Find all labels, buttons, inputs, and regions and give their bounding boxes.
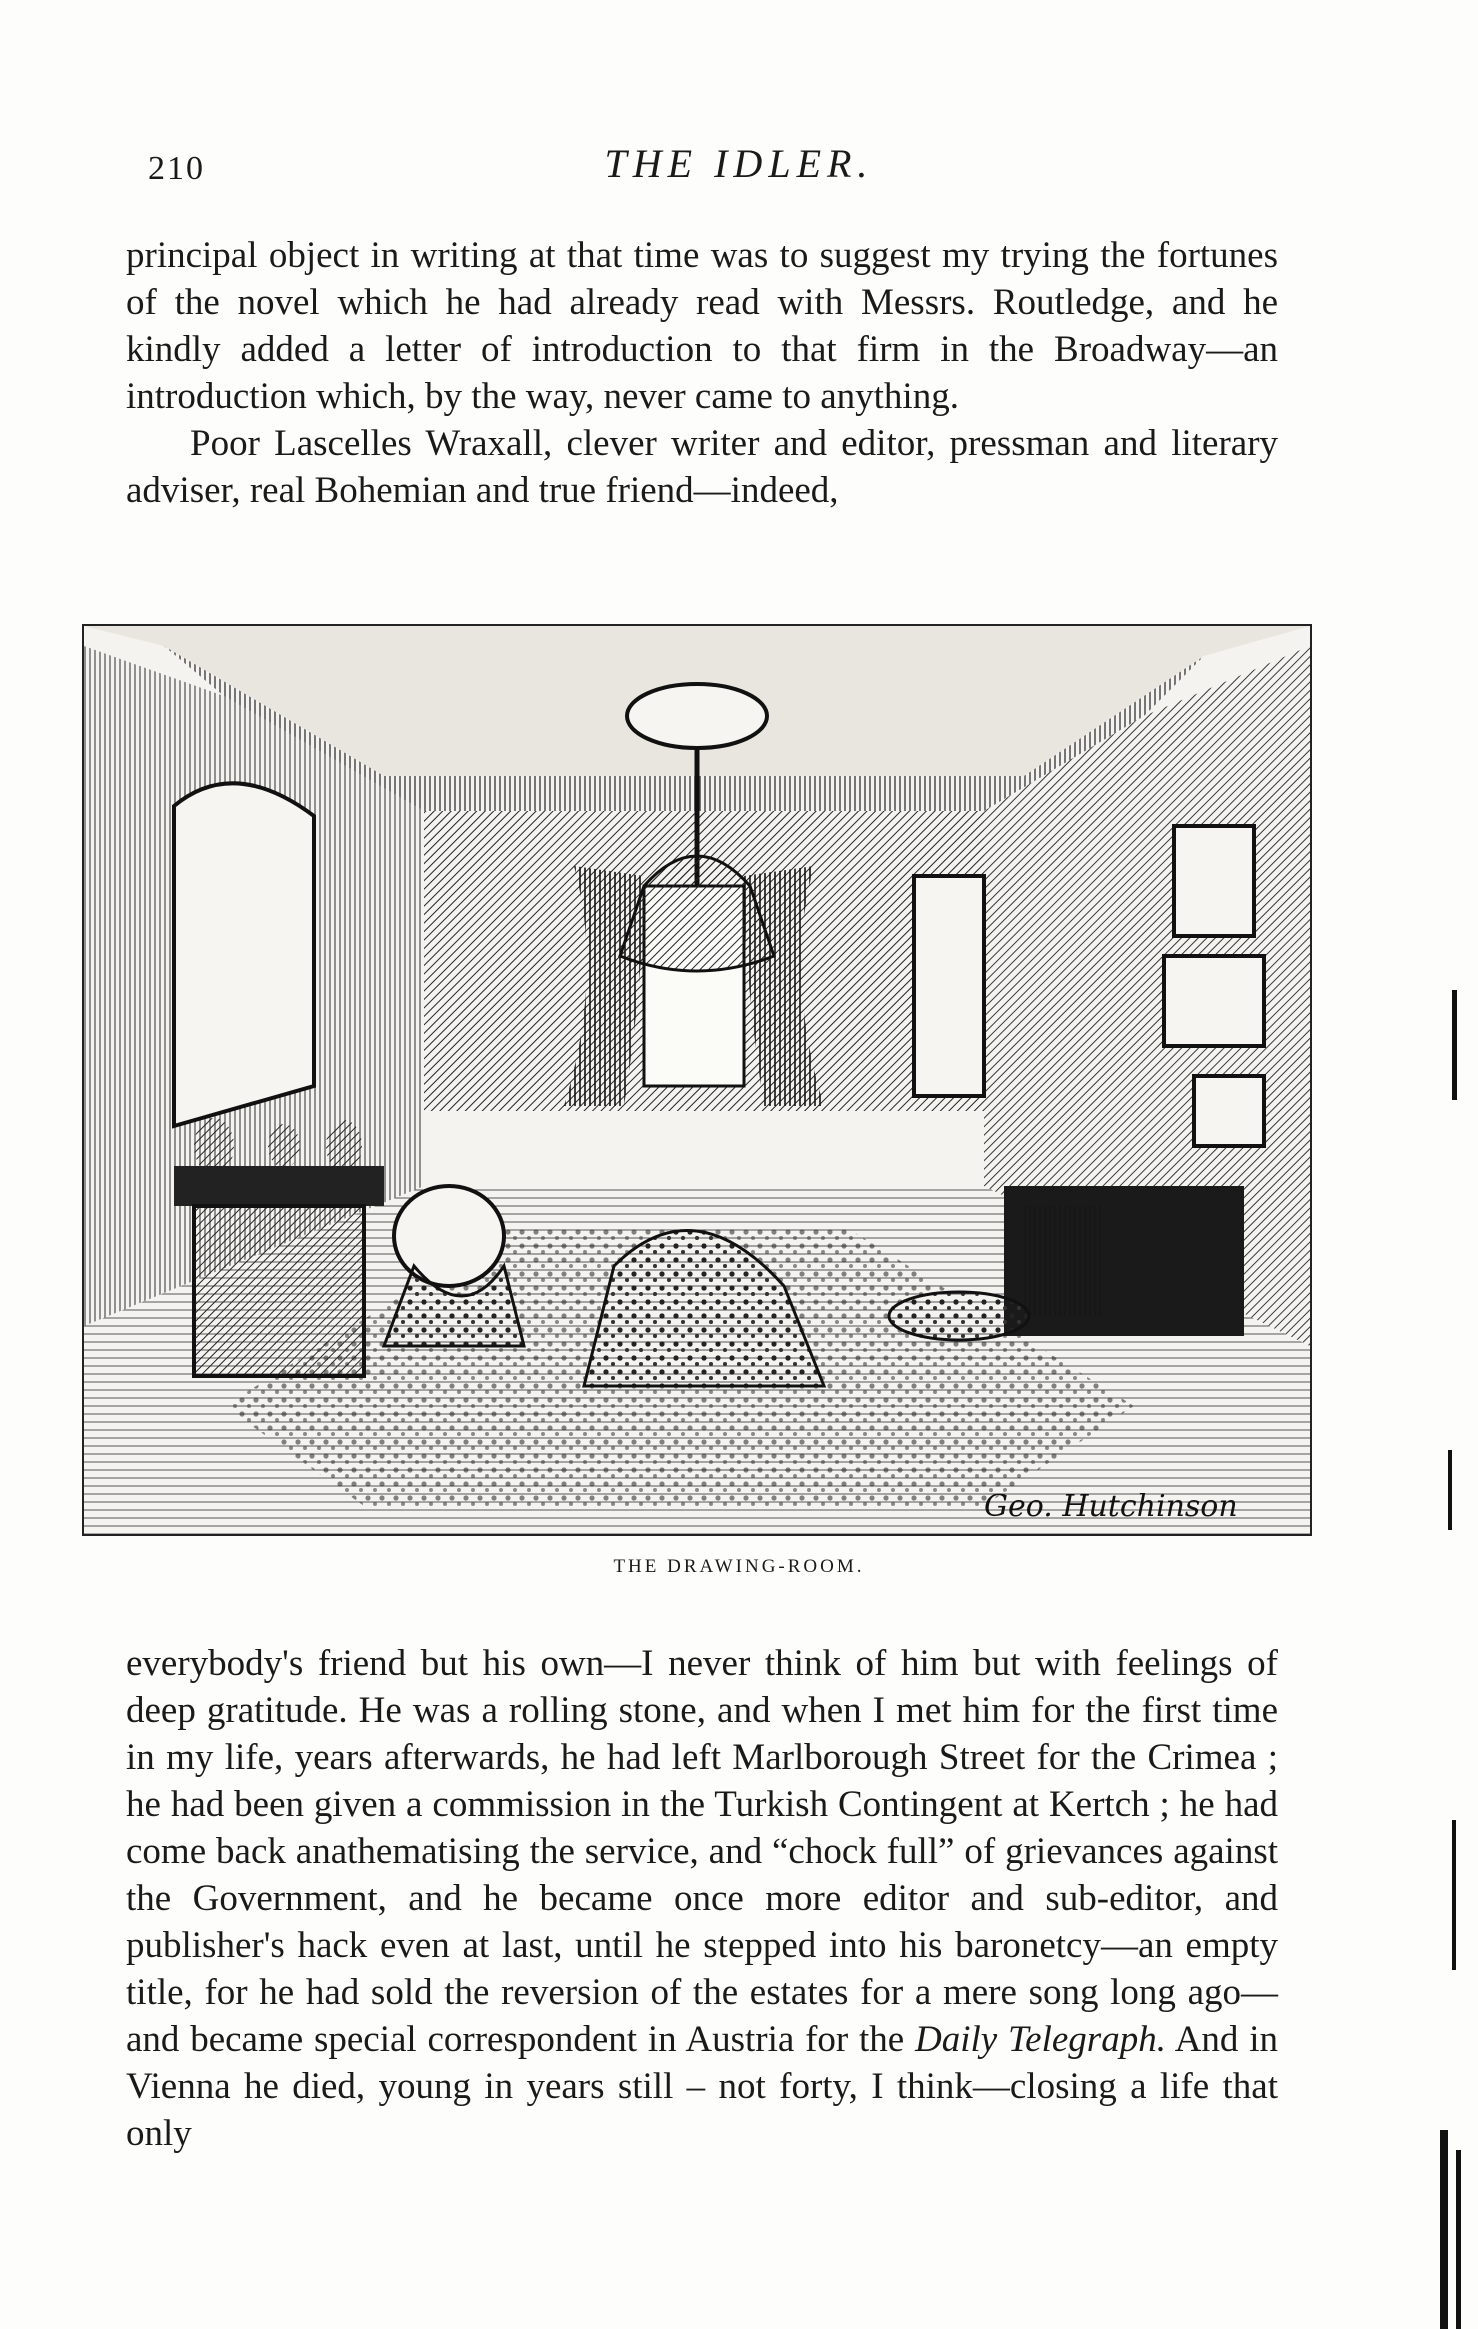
text-line: and literary adviser, real Bohemian and true friend—indeed, [126, 423, 1279, 511]
text-line: left Marlborough Street for the Crimea ; he had been given a [126, 1737, 1278, 1825]
text-line: young in years still – not forty, I think—closing a life that only [126, 2066, 1279, 2154]
text-line: feelings of deep gratitude. He was a rolling stone, and when I [126, 1643, 1278, 1731]
text-line: Routledge, and he kindly added a letter of introduction to that [126, 282, 1278, 370]
paragraph-body [126, 1640, 1278, 2157]
drawing-room-illustration [82, 624, 1312, 1536]
text-line: the fortunes of the novel which he had already read with Messrs. [126, 235, 1279, 323]
text-line: commission in the Turkish Contingent at Kertch ; he had come [126, 1784, 1278, 1872]
text-line: his baronetcy—an empty title, for he had sold the reversion of the [126, 1925, 1279, 2013]
scan-edge-mark [1456, 2150, 1461, 2329]
newspaper-title: Daily Telegraph. [915, 2019, 1166, 2060]
text-line: estates for a mere song long ago—and became special correspondent [126, 1972, 1278, 2060]
top-text-block [126, 232, 1278, 514]
text-line: met him for the first time in my life, years afterwards, he had [126, 1690, 1279, 1778]
paragraph-wraxall [126, 420, 1278, 514]
text-line: everybody's friend but his own—I never think of him but with [126, 1643, 1101, 1684]
paragraph-continued [126, 232, 1278, 420]
text-line: against the Government, and he became once more editor and [126, 1831, 1279, 1919]
text-line: firm in the Broadway—an introduction which, by the way, never [126, 329, 1279, 417]
scan-edge-mark [1452, 1820, 1456, 1970]
text-line: principal object in writing at that time was to suggest my trying [126, 235, 1089, 276]
figure-caption: THE DRAWING-ROOM. [613, 1556, 865, 1577]
bottom-text-block [126, 1640, 1278, 2157]
running-title: THE IDLER. [604, 141, 874, 186]
text-line: came to anything. [694, 376, 959, 417]
text-line: Poor Lascelles Wraxall, clever writer and editor, pressman [190, 423, 1090, 464]
scan-edge-mark [1452, 990, 1457, 1100]
text-line: back anathematising the service, and “chock full” of grievances [216, 1831, 1164, 1872]
text-line: in Austria for the [647, 2019, 916, 2060]
page-number: 210 [148, 150, 205, 187]
artist-signature: Geo. Hutchinson [984, 1489, 1238, 1524]
text-line: And in Vienna he died, [126, 2019, 1278, 2107]
text-line: sub-editor, and publisher's hack even at last, until he stepped into [126, 1878, 1279, 1966]
scan-edge-mark [1448, 1450, 1452, 1530]
scan-edge-mark [1440, 2130, 1448, 2329]
